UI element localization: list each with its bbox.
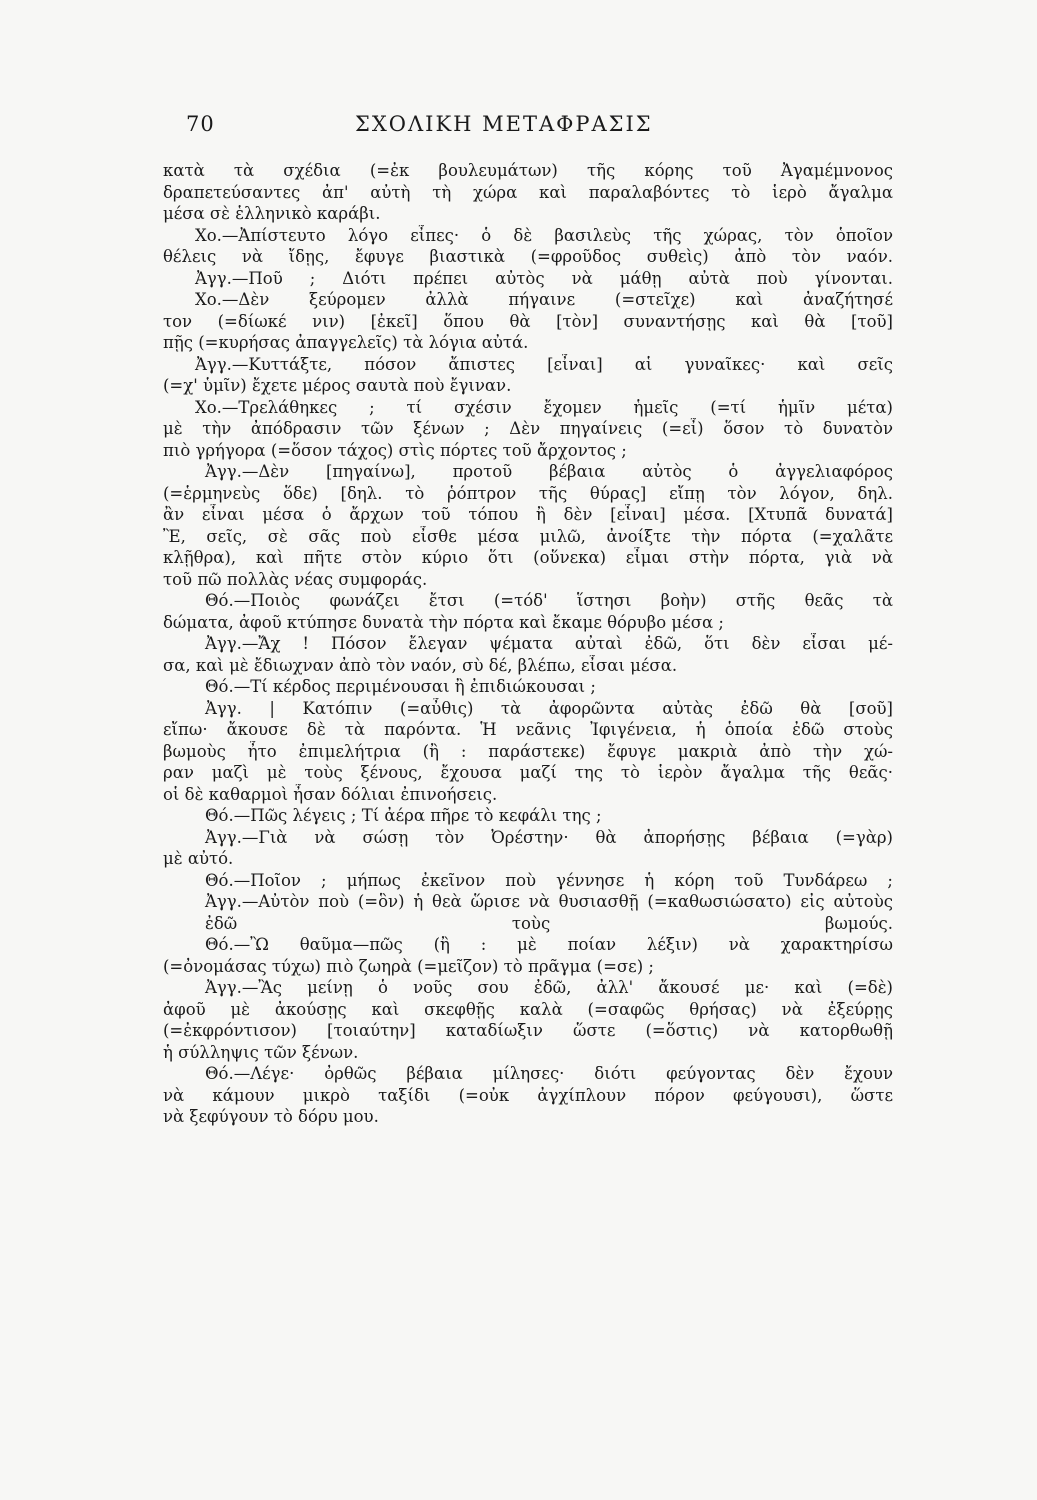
running-title: ΣΧΟΛΙΚΗ ΜΕΤΑΦΡΑΣΙΣ [355,112,653,136]
text-line: Ἀγγ.—Αὐτὸν ποὺ (=ὃν) ἡ θεὰ ὥρισε νὰ θυσιασθῇ (=καθωσιώσατο) εἰς αὐτοὺς ἐδῶ τοὺς βωμούς. [205,892,893,933]
text-line: δώματα, ἀφοῦ κτύπησε δυνατὰ τὴν πόρτα καὶ ἔκαμε θόρυβο μέσα ; [163,612,724,632]
text-line: ἂν εἶναι μέσα ὁ ἄρχων τοῦ τόπου ἢ δὲν [εἶναι] μέσα. [Χτυπᾶ δυνατά] [163,505,893,524]
text-line: πῇς (=κυρήσας ἀπαγγελεῖς) τὰ λόγια αὐτά. [163,333,529,352]
text-line: Ἀγγ.—Ἄχ ! Πόσον ἔλεγαν ψέματα αὐταὶ ἐδῶ, ὅτι δὲν εἶσαι μέ- [205,634,893,653]
text-line: μὲ αὐτό. [163,849,234,868]
text-line: Χο.—Τρελάθηκες ; τί σχέσιν ἔχομεν ἡμεῖς (=τί ἡμῖν μέτα) [195,397,893,417]
text-line: Ἀγγ.—Κυττάξτε, πόσον ἄπιστες [εἶναι] αἱ γυναῖκες· καὶ σεῖς [195,354,893,374]
text-line: μέσα σὲ ἑλληνικὸ καράβι. [163,204,381,223]
text-line: τον (=δίωκέ νιν) [ἐκεῖ] ὅπου θὰ [τὸν] συναντήσῃς καὶ θὰ [τοῦ] [163,311,893,331]
text-line: Ἀγγ. | Κατόπιν (=αὖθις) τὰ ἀφορῶντα αὐτὰς ἐδῶ θὰ [σοῦ] [205,698,893,718]
body-text [163,160,893,1128]
page-number: 70 [186,112,215,136]
text-line: νὰ κάμουν μικρὸ ταξίδι (=οὐκ ἀγχίπλουν πόρον φεύγουσι), ὥστε [163,1085,893,1105]
text-line: Θό.—Ποιὸς φωνάζει ἔτσι (=τόδ' ἵστησι βοὴν) στῆς θεᾶς τὰ [205,591,893,610]
text-line: κατὰ τὰ σχέδια (=ἐκ βουλευμάτων) τῆς κόρης τοῦ Ἀγαμέμνονος [163,161,893,180]
text-line: μὲ τὴν ἀπόδρασιν τῶν ξένων ; Δὲν πηγαίνεις (=εἶ) ὅσον τὸ δυνατὸν [163,419,893,438]
text-line: εἴπω· ἄκουσε δὲ τὰ παρόντα. Ἡ νεᾶνις Ἰφιγένεια, ἡ ὁποία ἐδῶ στοὺς [163,720,893,739]
text-line: ραν μαζὶ μὲ τοὺς ξένους, ἔχουσα μαζί της τὸ ἱερὸν ἄγαλμα τῆς θεᾶς· [163,763,893,782]
text-line: βωμοὺς ἦτο ἐπιμελήτρια (ἢ : παράστεκε) ἔφυγε μακριὰ ἀπὸ τὴν χώ- [163,741,893,761]
text-line: σα, καὶ μὲ ἔδιωχναν ἀπὸ τὸν ναόν, σὺ δέ, βλέπω, εἶσαι μέσα. [163,655,678,675]
text-line: (=ἑρμηνεὺς ὅδε) [δηλ. τὸ ῥόπτρον τῆς θύρας] εἴπῃ τὸν λόγον, δηλ. [163,483,893,503]
text-line: (=χ' ὑμῖν) ἔχετε μέρος σαυτὰ ποὺ ἔγιναν. [163,376,512,395]
text-line: Ἒ, σεῖς, σὲ σᾶς ποὺ εἶσθε μέσα μιλῶ, ἀνοίξτε τὴν πόρτα (=χαλᾶτε [163,526,893,546]
text-line: Θό.—Ποῖον ; μήπως ἐκεῖνον ποὺ γέννησε ἡ κόρη τοῦ Τυνδάρεω ; [205,870,893,890]
text-line: Ἀγγ.—Γιὰ νὰ σώσῃ τὸν Ὀρέστην· θὰ ἀπορήσῃς βέβαια (=γὰρ) [205,827,893,847]
text-line: θέλεις νὰ ἴδῃς, ἔφυγε βιαστικὰ (=φροῦδος συθεὶς) ἀπὸ τὸν ναόν. [163,247,893,266]
text-line: Ἀγγ.—Ποῦ ; Διότι πρέπει αὐτὸς νὰ μάθῃ αὐτὰ ποὺ γίνονται. [195,268,893,288]
text-line: Θό.—Ὢ θαῦμα—πῶς (ἢ : μὲ ποίαν λέξιν) νὰ χαρακτηρίσω [205,935,893,954]
text-line: (=ὀνομάσας τύχω) πιὸ ζωηρὰ (=μεῖζον) τὸ πρᾶγμα (=σε) ; [163,956,654,976]
text-line: Χο.—Δὲν ξεύρομεν ἀλλὰ πήγαινε (=στεῖχε) καὶ ἀναζήτησέ [195,290,893,309]
text-line: (=ἐκφρόντισον) [τοιαύτην] καταδίωξιν ὥστε (=ὅστις) νὰ κατορθωθῇ [163,1021,893,1040]
text-line: οἱ δὲ καθαρμοὶ ἦσαν δόλιαι ἐπινοήσεις. [163,784,498,804]
text-line: ἡ σύλληψις τῶν ξένων. [163,1042,359,1062]
text-line: Ἀγγ.—Ἂς μείνῃ ὁ νοῦς σου ἐδῶ, ἀλλ' ἄκουσέ με· καὶ (=δὲ) [205,978,893,997]
text-line: Θό.—Τί κέρδος περιμένουσαι ἢ ἐπιδιώκουσαι ; [205,677,596,696]
text-line: πιὸ γρήγορα (=ὅσον τάχος) στὶς πόρτες τοῦ ἄρχοντος ; [163,440,627,460]
text-line: δραπετεύσαντες ἀπ' αὐτὴ τὴ χώρα καὶ παραλαβόντες τὸ ἱερὸ ἄγαλμα [163,182,893,202]
page-header [150,112,890,152]
text-line: Θό.—Πῶς λέγεις ; Τί ἀέρα πῆρε τὸ κεφάλι της ; [205,806,602,825]
text-line: Ἀγγ.—Δὲν [πηγαίνω], προτοῦ βέβαια αὐτὸς ὁ ἀγγελιαφόρος [205,462,893,481]
text-line: Θό.—Λέγε· ὀρθῶς βέβαια μίλησες· διότι φεύγοντας δὲν ἔχουν [205,1064,893,1083]
text-line: Χο.—Ἀπίστευτο λόγο εἶπες· ὁ δὲ βασιλεὺς τῆς χώρας, τὸν ὁποῖον [195,225,893,245]
text-line: νὰ ξεφύγουν τὸ δόρυ μου. [163,1107,379,1126]
text-line: ἀφοῦ μὲ ἀκούσῃς καὶ σκεφθῇς καλὰ (=σαφῶς θρήσας) νὰ ἐξεύρῃς [163,999,893,1019]
text-line: τοῦ πῶ πολλὰς νέας συμφοράς. [163,569,428,589]
text-line: κλῇθρα), καὶ πῆτε στὸν κύριο ὅτι (οὕνεκα) εἶμαι στὴν πόρτα, γιὰ νὰ [163,548,893,567]
